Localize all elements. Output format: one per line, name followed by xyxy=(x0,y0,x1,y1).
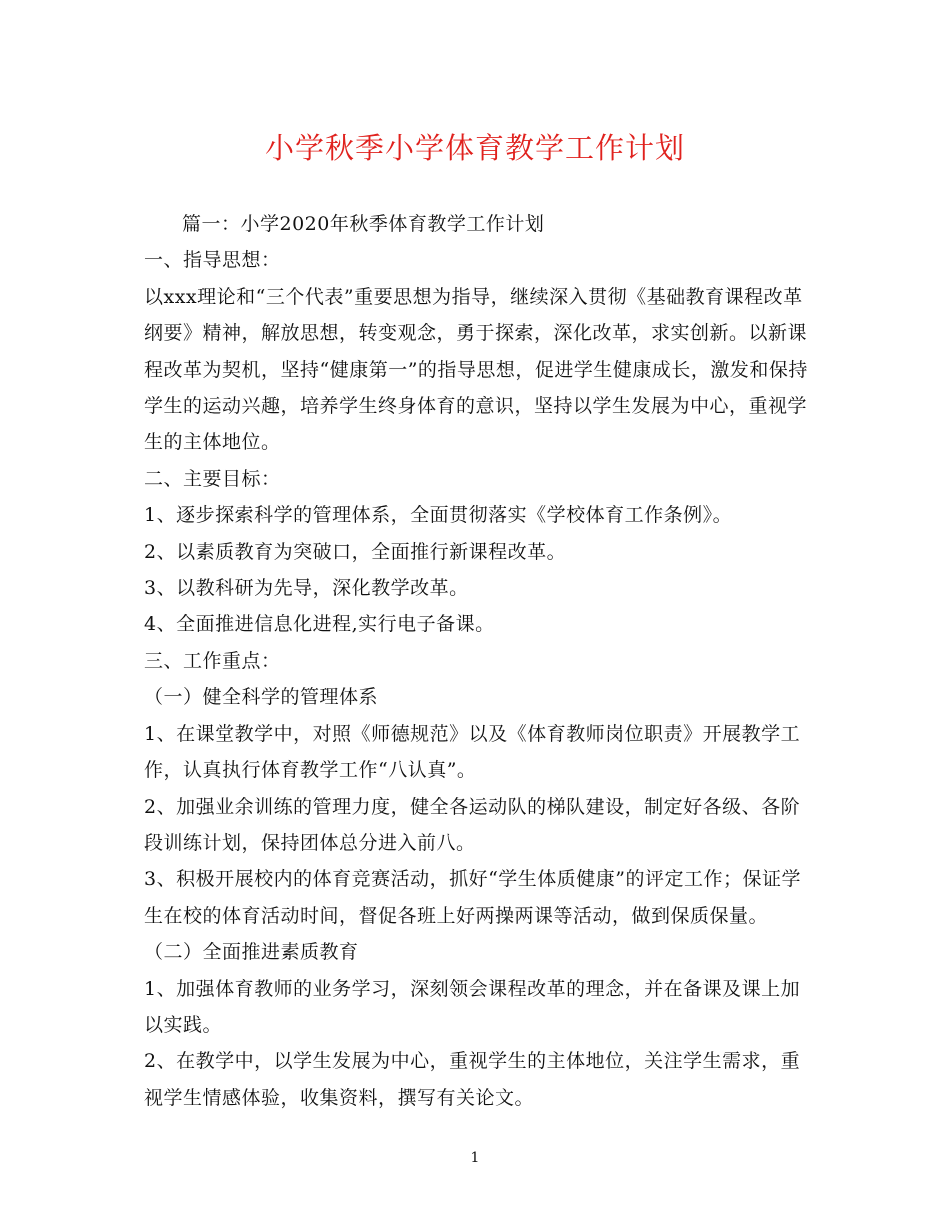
subsection-heading: （二）全面推进素质教育 xyxy=(144,941,359,964)
subsection-heading: （一）健全科学的管理体系 xyxy=(144,686,379,709)
list-item: 1、逐步探索科学的管理体系，全面贯彻落实《学校体育工作条例》。 xyxy=(144,504,733,527)
list-item: 1、在课堂教学中，对照《师德规范》以及《体育教师岗位职责》开展教学工作，认真执行体育教学工作“八认真”。 xyxy=(144,722,801,782)
list-item: 3、积极开展校内的体育竞赛活动，抓好“学生体质健康”的评定工作；保证学生在校的体育活动时间，督促各班上好两操两课等活动，做到保质保量。 xyxy=(144,868,802,927)
section-heading: 一、指导思想： xyxy=(144,249,281,272)
list-item: 4、全面推进信息化进程,实行电子备课。 xyxy=(144,613,495,636)
list-item: 2、以素质教育为突破口，全面推行新课程改革。 xyxy=(144,540,567,563)
list-item: 2、在教学中，以学生发展为中心，重视学生的主体地位，关注学生需求，重视学生情感体验，收集资料，撰写有关论文。 xyxy=(144,1050,801,1109)
paragraph: 以xxx理论和“三个代表”重要思想为指导，继续深入贯彻《基础教育课程改革纲要》精神，解放思想，转变观念，勇于探索，深化改革，求实创新。以新课程改革为契机，坚持“健康第一”的指导思想，促进学生健康成长，激发和保持学生的运动兴趣，培养学生终身体育的意识，坚持以学生发展为中心，重视学生的主体地位。 xyxy=(144,285,808,454)
list-item: 1、加强体育教师的业务学习，深刻领会课程改革的理念，并在备课及课上加以实践。 xyxy=(144,977,801,1036)
page-number: 1 xyxy=(470,1150,480,1166)
paragraph: 篇一：小学2020年秋季体育教学工作计划 xyxy=(182,213,545,235)
document-body xyxy=(144,206,814,1116)
section-heading: 三、工作重点： xyxy=(144,649,281,672)
document-title: 小学秋季小学体育教学工作计划 xyxy=(264,131,685,165)
list-item: 3、以教科研为先导，深化教学改革。 xyxy=(144,577,469,600)
list-item: 2、加强业余训练的管理力度，健全各运动队的梯队建设，制定好各级、各阶段训练计划，保持团体总分进入前八。 xyxy=(144,795,801,854)
section-heading: 二、主要目标： xyxy=(144,467,281,490)
